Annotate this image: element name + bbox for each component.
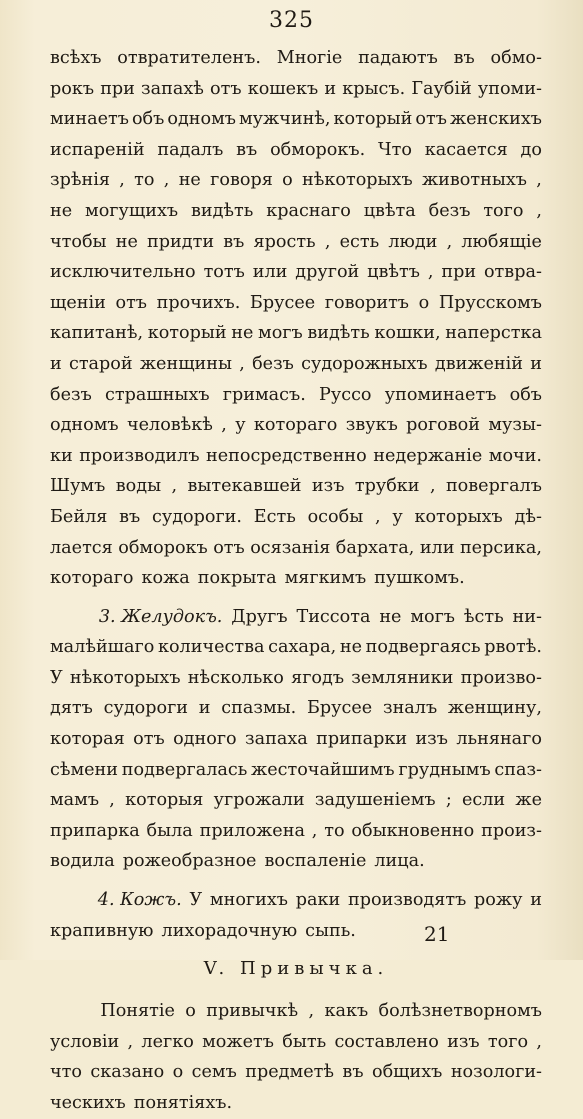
word: воды xyxy=(115,476,162,497)
word: производятъ xyxy=(348,890,467,911)
word: лица. xyxy=(374,851,425,872)
word: испареній xyxy=(50,139,145,160)
word: дятъ xyxy=(50,698,93,719)
word: въ xyxy=(119,506,141,527)
word: ярость xyxy=(253,231,316,252)
word: тотъ xyxy=(203,262,245,283)
word: отвратителенъ. xyxy=(117,48,261,68)
text-line xyxy=(50,471,542,502)
text-line xyxy=(50,755,542,786)
word: припарки xyxy=(316,729,408,750)
word: , xyxy=(119,170,125,191)
text-line xyxy=(50,104,542,135)
word: отъ xyxy=(115,292,148,313)
text-line xyxy=(50,349,542,380)
word: количества xyxy=(157,637,265,658)
word: производилъ xyxy=(79,445,200,466)
word: , xyxy=(127,1031,134,1052)
word: ки xyxy=(50,445,73,466)
word: понятіяхъ. xyxy=(133,1093,233,1113)
word: Понятіе xyxy=(100,1001,175,1022)
word: осязанія xyxy=(250,537,331,558)
word: о xyxy=(185,1001,196,1022)
word: наперстка xyxy=(445,323,542,344)
word: падалъ xyxy=(157,139,224,160)
word: старой xyxy=(68,353,133,374)
text-line xyxy=(50,318,542,349)
word: сказано xyxy=(90,1062,165,1083)
word: У xyxy=(50,667,63,688)
word: у xyxy=(392,506,403,527)
word: особы xyxy=(307,506,364,527)
word: который xyxy=(147,323,227,344)
word: при xyxy=(441,262,477,283)
text-line xyxy=(50,563,542,594)
word: не xyxy=(379,606,402,627)
text-line xyxy=(50,380,542,411)
text-line xyxy=(50,693,542,724)
word: ни- xyxy=(512,606,542,627)
word: малѣйшаго xyxy=(50,637,155,658)
word: вытекавшей xyxy=(187,476,302,497)
word: обмо- xyxy=(490,48,542,68)
word: легко xyxy=(141,1031,194,1052)
text-line xyxy=(50,846,542,877)
word: быть xyxy=(282,1031,327,1052)
word: обморокъ xyxy=(118,537,208,558)
paragraph-indent xyxy=(50,885,90,916)
word: Руссо xyxy=(319,384,372,405)
word: Брусее xyxy=(249,292,316,313)
word: задушеніемъ xyxy=(314,790,436,811)
word: прочихъ. xyxy=(156,292,241,313)
text-line xyxy=(50,43,542,74)
word: то xyxy=(324,820,345,841)
word: который xyxy=(333,109,413,130)
word: минаетъ xyxy=(50,109,129,130)
word: гримасъ. xyxy=(222,384,306,405)
word: отъ xyxy=(133,729,165,750)
text-line xyxy=(50,1027,542,1058)
word: не xyxy=(50,200,73,221)
word: земляники xyxy=(351,667,454,688)
word: , xyxy=(308,1001,315,1022)
word: составлено xyxy=(334,1031,439,1052)
text-line xyxy=(50,288,542,319)
word: музы- xyxy=(488,415,542,436)
word: въ xyxy=(453,48,475,68)
word: и xyxy=(198,698,211,719)
word: произво- xyxy=(460,667,542,688)
text-line xyxy=(50,632,542,663)
word: объ xyxy=(131,109,165,130)
word: условіи xyxy=(50,1031,120,1052)
word: жесточайшимъ xyxy=(251,759,395,780)
page-number: 325 xyxy=(269,8,314,33)
word: всѣхъ xyxy=(50,48,102,68)
word: цвѣта xyxy=(363,200,416,221)
word: , xyxy=(374,506,381,527)
word: любящіе xyxy=(461,231,542,252)
word: кожа xyxy=(141,568,190,589)
word: воспаленіе xyxy=(264,851,367,872)
word: , xyxy=(536,1031,542,1052)
word: , xyxy=(429,476,436,497)
word: , xyxy=(446,231,453,252)
word: не xyxy=(339,637,362,658)
word: ѣсть xyxy=(463,606,504,627)
word: не xyxy=(115,231,138,252)
word: Прусскомъ xyxy=(438,292,542,313)
word: о xyxy=(418,292,430,313)
word: припарка xyxy=(50,820,140,841)
text-line xyxy=(50,441,542,472)
word: движеній xyxy=(434,353,523,374)
word: того xyxy=(483,200,524,221)
word: упоми- xyxy=(477,78,542,99)
word: Шумъ xyxy=(50,476,106,497)
word: Многіе xyxy=(276,48,343,68)
word: мамъ xyxy=(50,790,100,811)
word: обморокъ. xyxy=(270,139,366,160)
word: цвѣтъ xyxy=(367,262,420,283)
word: ягодъ xyxy=(291,667,345,688)
word: падаютъ xyxy=(358,48,438,68)
word: одномъ xyxy=(50,415,119,436)
word: что xyxy=(50,1062,82,1083)
word: то xyxy=(134,170,155,191)
word: Брусее xyxy=(306,698,373,719)
word: крапивную xyxy=(50,920,154,941)
word: нозологи- xyxy=(450,1062,542,1083)
word: , xyxy=(163,170,170,191)
word: была xyxy=(146,820,193,841)
word: исключительно xyxy=(50,262,196,283)
word: одного xyxy=(173,729,237,750)
word: женщины xyxy=(139,353,233,374)
word: сахара, xyxy=(268,637,337,658)
word: персика, xyxy=(459,537,542,558)
word: ; xyxy=(445,790,452,811)
text-line xyxy=(50,257,542,288)
word: зналъ xyxy=(382,698,438,719)
word: мочи. xyxy=(488,445,542,466)
word: Гаубій xyxy=(411,78,472,99)
word: страшныхъ xyxy=(105,384,210,405)
word: зрѣнія xyxy=(50,170,110,191)
text-line xyxy=(50,785,542,816)
word: и xyxy=(530,353,542,374)
word: въ xyxy=(342,1062,364,1083)
word: роговой xyxy=(406,415,480,436)
paragraph xyxy=(50,43,542,594)
paragraph-indent xyxy=(50,602,90,633)
word: о xyxy=(172,1062,184,1083)
word: повергалъ xyxy=(445,476,542,497)
word: котораго xyxy=(50,568,134,589)
word: отъ xyxy=(213,537,245,558)
word: судороги. xyxy=(151,506,243,527)
word: покрыта xyxy=(197,568,277,589)
word: предметѣ xyxy=(245,1062,334,1083)
word: привычкѣ xyxy=(206,1001,299,1022)
word: до xyxy=(520,139,542,160)
word: изъ xyxy=(415,729,448,750)
word: спазмы. xyxy=(221,698,297,719)
word: раки xyxy=(295,890,341,911)
word: спаз- xyxy=(494,759,542,780)
word: чтобы xyxy=(50,231,107,252)
word: подвергаясь xyxy=(365,637,481,658)
text-line xyxy=(50,1057,542,1088)
word: , xyxy=(324,231,331,252)
text-line xyxy=(50,135,542,166)
word: рвотѣ. xyxy=(484,637,542,658)
word: безъ xyxy=(428,200,471,221)
word: звукъ xyxy=(345,415,398,436)
word: запаха xyxy=(245,729,308,750)
printer-signature: 21 xyxy=(424,922,450,946)
word: и xyxy=(324,78,337,99)
word: животныхъ xyxy=(421,170,527,191)
text-line xyxy=(50,533,542,564)
word: , xyxy=(171,476,178,497)
word: не xyxy=(178,170,201,191)
word: въ xyxy=(223,231,245,252)
text-line xyxy=(50,74,542,105)
word: пушкомъ. xyxy=(374,568,465,589)
word: капитанѣ, xyxy=(50,323,144,344)
word: приложена xyxy=(199,820,305,841)
word: рожу xyxy=(474,890,523,911)
word: и xyxy=(50,353,62,374)
word: отвра- xyxy=(483,262,542,283)
text-line xyxy=(50,602,542,633)
word: того xyxy=(487,1031,529,1052)
text-line xyxy=(50,724,542,755)
word: не xyxy=(231,323,254,344)
subsection-heading: 4. Кожъ. xyxy=(97,890,182,911)
subsection-heading: 3. Желудокъ. xyxy=(98,606,223,627)
body-text xyxy=(50,43,542,1119)
word: запахѣ xyxy=(141,78,204,99)
word: , xyxy=(109,790,115,811)
word: рожеобразное xyxy=(122,851,257,872)
word: касается xyxy=(424,139,508,160)
text-line xyxy=(50,227,542,258)
word: трубки xyxy=(354,476,420,497)
word: говоритъ xyxy=(324,292,410,313)
word: семъ xyxy=(191,1062,237,1083)
word: груднымъ xyxy=(398,759,491,780)
word: могущихъ xyxy=(85,200,179,221)
word: краснаго xyxy=(266,200,351,221)
word: ческихъ xyxy=(50,1093,126,1113)
word: Другъ xyxy=(231,606,288,627)
word: мягкимъ xyxy=(284,568,367,589)
word: объ xyxy=(509,384,542,405)
text-line xyxy=(50,885,542,916)
word: мужчинѣ, xyxy=(238,109,331,130)
word: изъ xyxy=(447,1031,480,1052)
word: есть xyxy=(339,231,380,252)
word: судорожныхъ xyxy=(301,353,428,374)
word: лихорадочную xyxy=(161,920,298,941)
word: непосредственно xyxy=(205,445,367,466)
word: говоря xyxy=(210,170,273,191)
word: отъ xyxy=(210,78,242,99)
word: женщину, xyxy=(447,698,542,719)
paragraph xyxy=(50,996,542,1118)
word: о xyxy=(282,170,293,191)
word: у xyxy=(235,415,246,436)
word: сыпь. xyxy=(305,920,356,941)
text-line xyxy=(50,1088,542,1119)
word: , xyxy=(536,170,542,191)
word: отъ xyxy=(415,109,447,130)
word: безъ xyxy=(252,353,294,374)
word: рокъ xyxy=(50,78,95,99)
word: видѣть xyxy=(190,200,254,221)
text-line xyxy=(50,165,542,196)
text-line xyxy=(50,502,542,533)
word: одномъ xyxy=(167,109,236,130)
text-line xyxy=(50,916,542,947)
word: какъ xyxy=(324,1001,369,1022)
paragraph-indent xyxy=(50,996,90,1027)
word: , xyxy=(427,262,434,283)
word: угрожали xyxy=(213,790,305,811)
word: могъ xyxy=(410,606,456,627)
word: льнянаго xyxy=(456,729,542,750)
word: видѣть xyxy=(307,323,370,344)
word: болѣзнетворномъ xyxy=(378,1001,542,1022)
word: которыя xyxy=(125,790,204,811)
word: Есть xyxy=(253,506,296,527)
word: при xyxy=(100,78,135,99)
word: многихъ xyxy=(209,890,288,911)
word: и xyxy=(530,890,542,911)
word: обыкновенно xyxy=(351,820,475,841)
word: или xyxy=(252,262,288,283)
word: другой xyxy=(295,262,360,283)
word: можетъ xyxy=(202,1031,274,1052)
word: упоминаетъ xyxy=(384,384,497,405)
word: Тиссота xyxy=(296,606,371,627)
word: кошки, xyxy=(374,323,441,344)
word: , xyxy=(239,353,245,374)
word: женскихъ xyxy=(449,109,542,130)
word: которая xyxy=(50,729,125,750)
word: же xyxy=(515,790,542,811)
text-line xyxy=(50,196,542,227)
word: бархата, xyxy=(335,537,415,558)
word: произ- xyxy=(481,820,542,841)
word: , xyxy=(311,820,318,841)
text-line xyxy=(50,816,542,847)
word: которыхъ xyxy=(414,506,503,527)
word: безъ xyxy=(50,384,92,405)
word: если xyxy=(461,790,506,811)
word: подвергалась xyxy=(121,759,248,780)
paragraph xyxy=(50,602,542,877)
word: дѣ- xyxy=(514,506,542,527)
paragraph xyxy=(50,885,542,946)
word: придти xyxy=(147,231,215,252)
word: Что xyxy=(378,139,412,160)
word: крысъ. xyxy=(342,78,406,99)
word: щеніи xyxy=(50,292,106,313)
word: могъ xyxy=(258,323,303,344)
word: сѣмени xyxy=(50,759,119,780)
word: человѣкѣ xyxy=(126,415,213,436)
word: люди xyxy=(388,231,438,252)
text-line xyxy=(50,663,542,694)
word: въ xyxy=(236,139,258,160)
word: нѣсколько xyxy=(187,667,284,688)
word: , xyxy=(536,200,542,221)
word: У xyxy=(189,890,203,911)
word: общихъ xyxy=(371,1062,443,1083)
word: судороги xyxy=(103,698,189,719)
section-heading: V. Привычка. xyxy=(203,958,389,980)
word: кошекъ xyxy=(247,78,319,99)
word: лается xyxy=(50,537,113,558)
word: водила xyxy=(50,851,115,872)
word: нѣкоторыхъ xyxy=(302,170,413,191)
word: нѣкоторыхъ xyxy=(69,667,181,688)
text-line xyxy=(50,996,542,1027)
word: недержаніе xyxy=(373,445,483,466)
word: изъ xyxy=(311,476,345,497)
word: котораго xyxy=(253,415,338,436)
word: или xyxy=(419,537,455,558)
text-line xyxy=(50,410,542,441)
word: , xyxy=(221,415,227,436)
word: Бейля xyxy=(50,506,108,527)
